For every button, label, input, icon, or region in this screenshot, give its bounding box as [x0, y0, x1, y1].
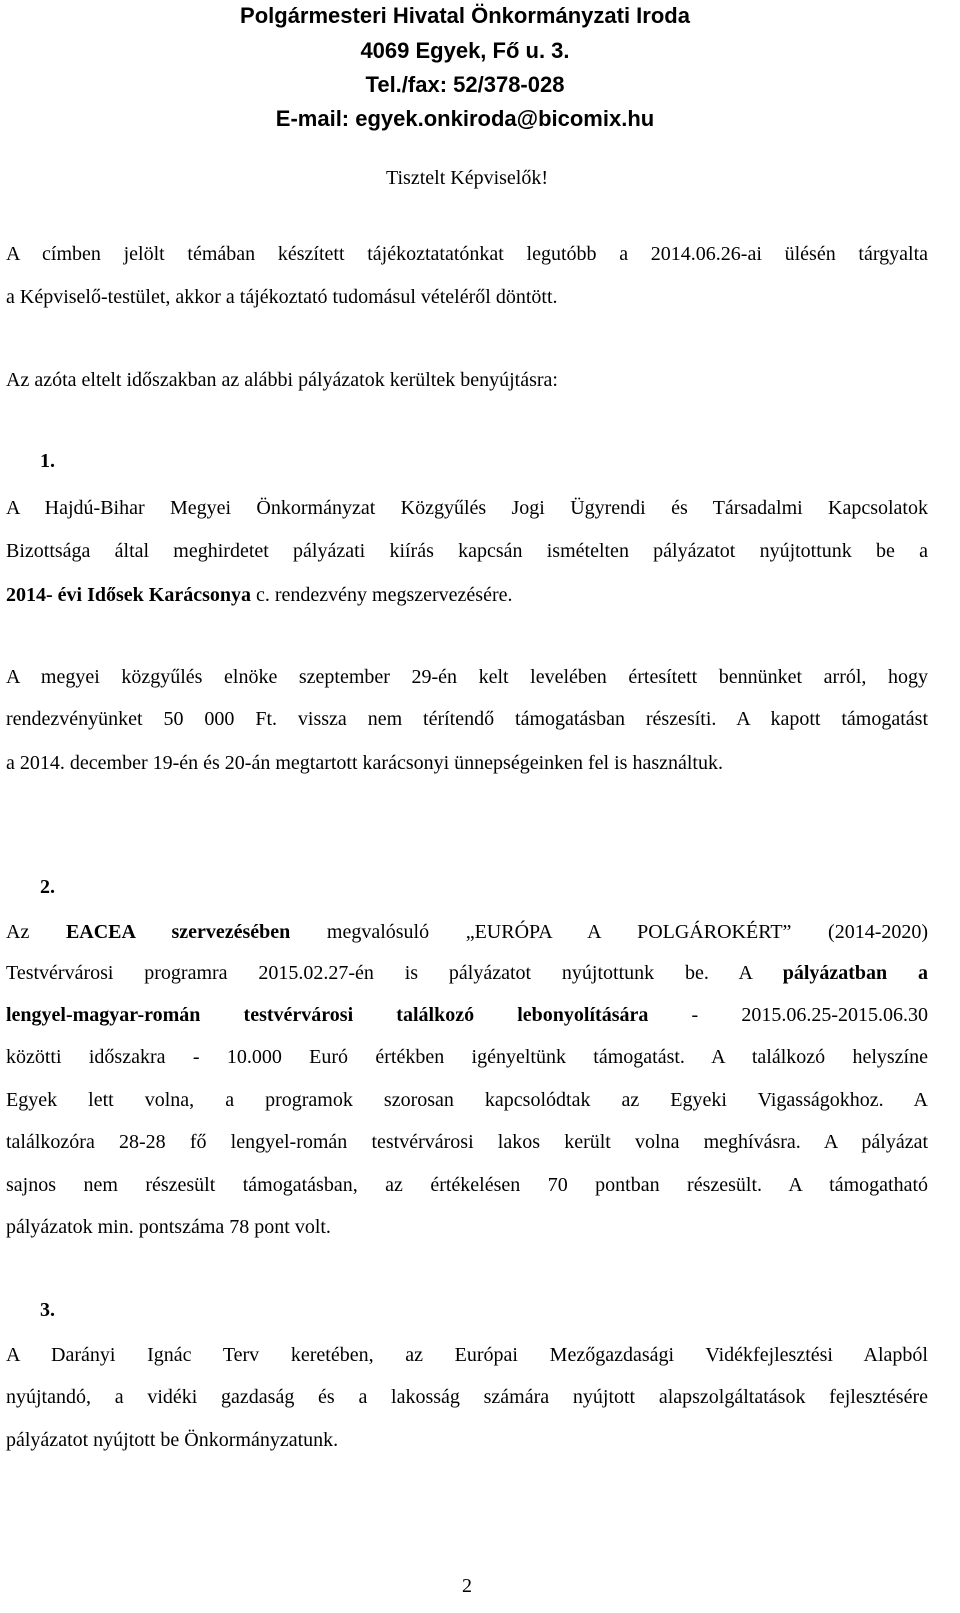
s2-l2-a: Testvérvárosi programra 2015.02.27-én is pályázatot nyújtottunk be. A	[6, 962, 783, 984]
section-2-line-3	[6, 1004, 928, 1027]
page-number: 2	[462, 1575, 472, 1597]
lead-text: Az azóta eltelt időszakban az alábbi pályázatok kerültek benyújtásra:	[6, 369, 558, 391]
section-2-line-2	[6, 962, 928, 985]
section-2-line-8: pályázatok min. pontszáma 78 pont volt.	[6, 1216, 331, 1238]
section-2-line-6: találkozóra 28-28 fő lengyel-román testvérvárosi lakos került volna meghívásra. A pályázat	[6, 1131, 928, 1153]
section-2-line-5: Egyek lett volna, a programok szorosan kapcsolódtak az Egyeki Vigasságokhoz. A	[6, 1089, 928, 1111]
section-3-line-3: pályázatot nyújtott be Önkormányzatunk.	[6, 1429, 339, 1451]
section-1-p2-line-3: a 2014. december 19-én és 20-án megtartott karácsonyi ünnepségeinken fel is használtuk.	[6, 752, 723, 774]
section-1-p2-line-2: rendezvényünket 50 000 Ft. vissza nem térítendő támogatásban részesíti. A kapott támogatást	[6, 708, 928, 730]
intro-line-2: a Képviselő-testület, akkor a tájékoztató tudomásul vételéről döntött.	[6, 286, 558, 308]
section-1-p1-line-1: A Hajdú-Bihar Megyei Önkormányzat Közgyűlés Jogi Ügyrendi és Társadalmi Kapcsolatok	[6, 497, 928, 519]
section-1-p2-line-1: A megyei közgyűlés elnöke szeptember 29-én kelt levelében értesített bennünket arról, hogy	[6, 666, 928, 688]
event-rest: c. rendezvény megszervezésére.	[251, 584, 513, 606]
section-2-number: 2.	[40, 876, 55, 898]
header-address: 4069 Egyek, Fő u. 3.	[360, 38, 570, 63]
s2-l1-c: megvalósuló „EURÓPA A POLGÁROKÉRT” (2014-2020)	[290, 921, 929, 943]
s2-l3-bold: lengyel-magyar-román testvérvárosi találkozó lebonyolítására	[6, 1004, 649, 1026]
section-3-line-1: A Darányi Ignác Terv keretében, az Európai Mezőgazdasági Vidékfejlesztési Alapból	[6, 1344, 928, 1366]
section-2-line-7: sajnos nem részesült támogatásban, az értékelésen 70 pontban részesült. A támogatható	[6, 1174, 928, 1196]
s2-l1-bold: EACEA szervezésében	[65, 921, 291, 943]
section-1-number: 1.	[40, 450, 55, 472]
section-1-p1-line-3	[6, 584, 928, 607]
section-3-number: 3.	[40, 1299, 55, 1321]
s2-l3-b: - 2015.06.25-2015.06.30	[648, 1004, 928, 1026]
greeting: Tisztelt Képviselők!	[385, 167, 549, 189]
section-2-line-4: közötti időszakra - 10.000 Euró értékben igényeltünk támogatást. A találkozó helyszíne	[6, 1046, 928, 1068]
section-1-p1-line-2: Bizottsága által meghirdetet pályázati kiírás kapcsán ismételten pályázatot nyújtottunk be a	[6, 540, 928, 562]
header-organization: Polgármesteri Hivatal Önkormányzati Iroda	[240, 3, 690, 28]
header-email: E-mail: egyek.onkiroda@bicomix.hu	[275, 106, 655, 131]
section-2-line-1	[6, 921, 928, 944]
section-3-line-2: nyújtandó, a vidéki gazdaság és a lakosság számára nyújtott alapszolgáltatások fejlesztésére	[6, 1386, 928, 1408]
s2-l2-bold: pályázatban a	[782, 962, 929, 984]
header-phone: Tel./fax: 52/378-028	[365, 72, 565, 97]
s2-l1-a: Az	[6, 921, 66, 943]
intro-line-1: A címben jelölt témában készített tájékoztatatónkat legutóbb a 2014.06.26-ai ülésén tárgyalta	[6, 243, 928, 265]
event-name: 2014- évi Idősek Karácsonya	[6, 584, 251, 606]
